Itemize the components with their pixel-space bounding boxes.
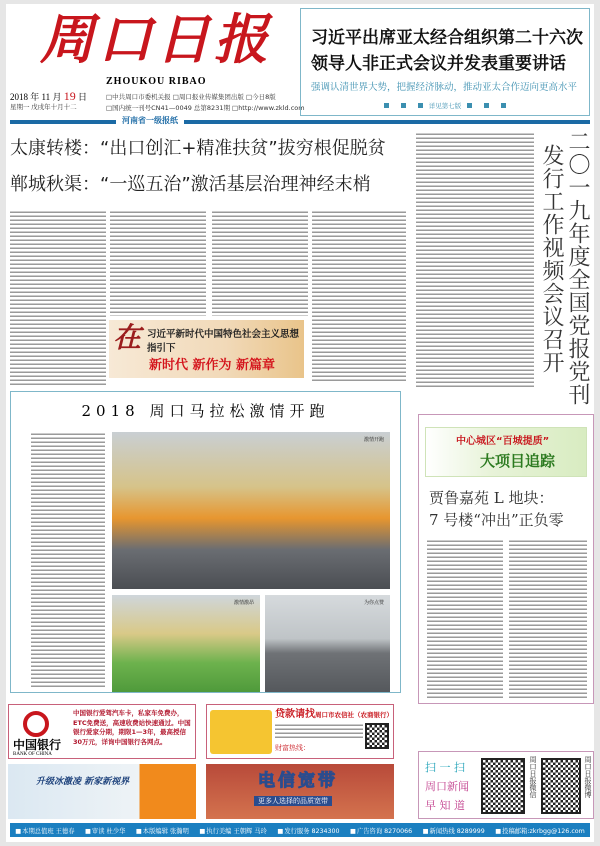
banner-zai: 在 <box>113 321 142 354</box>
photo-caption: 激情开跑 <box>363 437 384 443</box>
footer-item: ■ 发行服务 8234300 <box>277 826 339 835</box>
footer-bar <box>10 823 590 837</box>
footer-item: ■ 审读 杜少华 <box>85 826 125 835</box>
project-banner <box>425 427 587 477</box>
headline-taikang[interactable]: 太康转楼：“出口创汇+精准扶贫”拔穷根促脱贫 <box>10 138 386 159</box>
telecom-subtitle: 更多人选择的品质宽带 <box>254 796 332 806</box>
boc-logo-icon <box>23 711 49 737</box>
marathon-runners-photo[interactable] <box>265 595 390 692</box>
wechat-label: 周口日报微信 <box>529 756 537 798</box>
project-headline-2[interactable]: 7 号楼“冲出”正负零 <box>429 511 564 529</box>
lead-story-box[interactable] <box>300 8 590 116</box>
see-page-link[interactable]: 详见第七版 <box>301 101 589 110</box>
boc-name: 中国银行 <box>13 738 62 752</box>
scan-qr-box <box>418 751 594 819</box>
article-text <box>509 539 587 699</box>
banner-subtitle: 大项目追踪 <box>480 452 556 470</box>
lead-subtitle: 强调认清世界大势，把握经济脉动，推动亚太合作迈向更高水平 <box>311 82 578 93</box>
ad-text <box>275 723 363 739</box>
boc-english: BANK OF CHINA <box>13 752 52 757</box>
banner-title: 中心城区“百城提质” <box>456 436 550 447</box>
divider-bar <box>10 120 590 124</box>
lead-headline-1: 习近平出席亚太经合组织第二十六次 <box>311 28 583 48</box>
article-text <box>10 210 106 385</box>
wechat-qr-code[interactable] <box>481 758 525 814</box>
article-text <box>427 539 503 699</box>
issue-weekday-lunar: 星期一 戊戌年十月十二 <box>10 104 77 111</box>
article-text <box>212 210 308 316</box>
masthead-pinyin: ZHOUKOU RIBAO <box>106 76 207 87</box>
ad-slogan: 升级冰激凌 新家新视界 <box>36 777 130 787</box>
footer-item: ■ 新闻热线 8289999 <box>423 826 485 835</box>
banner-slogan: 新时代 新作为 新篇章 <box>149 358 276 373</box>
project-section <box>418 414 594 704</box>
vertical-headline-1[interactable]: 二〇一九年度全国党报党刊 <box>565 130 590 406</box>
article-text <box>416 132 534 387</box>
marathon-title[interactable]: 2018 周口马拉松激情开跑 <box>81 402 330 420</box>
issue-date <box>10 90 87 113</box>
home-broadband-ad[interactable] <box>8 764 196 819</box>
headline-dancheng[interactable]: 郸城秋渠：“一巡五治”激活基层治理神经末梢 <box>10 174 371 195</box>
footer-email[interactable]: ■ 投稿邮箱:zkrbgg@126.com <box>495 826 585 835</box>
weibo-label: 周口日报微博 <box>584 756 592 798</box>
marathon-start-photo[interactable] <box>112 432 390 589</box>
bank-card-image <box>210 710 272 754</box>
banner-line2: 指引下 <box>147 343 176 354</box>
loan-title: 贷款请找 <box>275 709 315 720</box>
publication-number: □国内统一刊号CN41—0049 总第8231期 □http://www.zkld.com <box>106 104 305 112</box>
footer-item: ■ 广告咨询 8270066 <box>350 826 412 835</box>
marathon-section <box>10 391 401 693</box>
lead-headline-2: 领导人非正式会议并发表重要讲话 <box>311 54 566 74</box>
thought-banner <box>109 320 304 378</box>
qr-code-icon <box>365 723 389 749</box>
photo-caption: 为你点赞 <box>363 600 384 606</box>
publisher-info: □中共周口市委机关报 □周口报业传媒集团出版 □今日8版 <box>106 93 276 101</box>
footer-item: ■ 执行美编 王朝辉 马玲 <box>199 826 267 835</box>
newspaper-page <box>6 4 594 842</box>
tagline: 河南省一级报纸 <box>116 115 184 127</box>
footer-item: ■ 本版编辑 张瀚明 <box>136 826 189 835</box>
loan-hotline: 财富热线： <box>275 744 310 752</box>
marathon-crowd-photo[interactable] <box>112 595 260 692</box>
weibo-qr-code[interactable] <box>541 758 581 814</box>
boc-text: 中国银行爱驾汽车卡，私家车免费办，ETC免费送，高速收费站快速通过。中国银行爱家分期，期限1—3年，最高授信30万元，详询中国银行各网点。 <box>73 709 191 746</box>
banner-line1: 习近平新时代中国特色社会主义思想 <box>147 329 300 340</box>
boc-ad[interactable] <box>8 704 196 759</box>
project-headline-1[interactable]: 贾鲁嘉苑 L 地块： <box>429 489 554 507</box>
article-text <box>110 210 206 316</box>
loan-ad[interactable] <box>206 704 394 759</box>
article-text <box>31 432 105 687</box>
telecom-title: 电信宽带 <box>258 771 338 791</box>
loan-org: 周口市农信社（农商银行） <box>315 711 393 719</box>
photo-caption: 激情激昂 <box>233 600 254 606</box>
telecom-ad[interactable] <box>206 764 394 819</box>
masthead-logo: 周口日报 <box>40 7 272 71</box>
scan-text: 扫 一 扫 周口新闻 早 知 道 <box>425 761 469 812</box>
vertical-headline-2[interactable]: 发行工作视频会议召开 <box>539 144 564 374</box>
footer-item: ■ 本期总值班 王德春 <box>15 826 74 835</box>
issue-date-line: 2018 年 11 月 19 日 <box>10 89 87 103</box>
article-text <box>312 210 406 382</box>
